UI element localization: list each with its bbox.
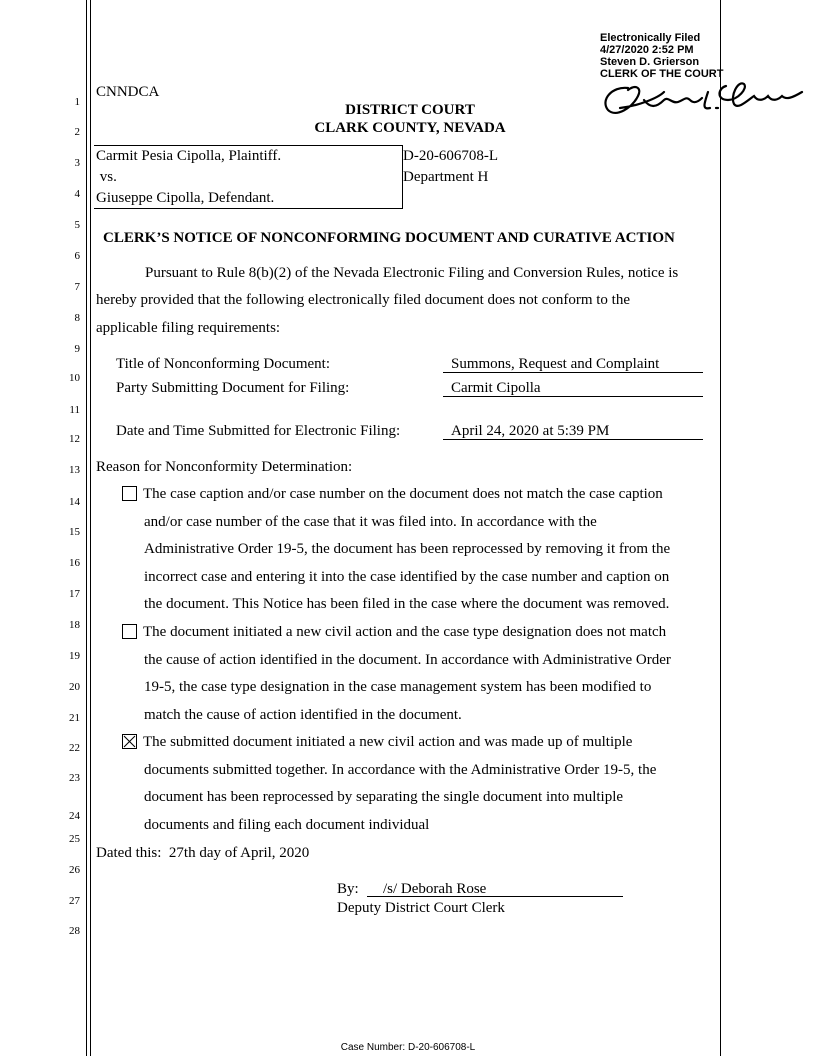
x-mark-icon — [123, 735, 136, 748]
line-number: 8 — [74, 312, 80, 324]
clerk-signature — [598, 78, 804, 120]
line-number: 26 — [69, 864, 80, 876]
county-name: CLARK COUNTY, NEVADA — [314, 120, 506, 136]
footer-case-number: Case Number: D-20-606708-L — [340, 1042, 476, 1053]
option-2-line-1: The document initiated a new civil action and the case type designation does not match — [143, 624, 667, 640]
line-number: 2 — [74, 126, 80, 138]
stamp-line-3: Steven D. Grierson — [600, 56, 700, 68]
stamp-line-4: CLERK OF THE COURT — [600, 68, 724, 80]
option-3-line-4: documents and filing each document individual — [144, 817, 430, 833]
plaintiff-name: Carmit Pesia Cipolla, Plaintiff. — [96, 148, 282, 164]
option-2-line-3: 19-5, the case type designation in the case management system has been modified to — [144, 679, 652, 695]
filing-stamp — [600, 32, 723, 80]
document-code: CNNDCA — [96, 84, 160, 100]
option-1-line-2: and/or case number of the case that it was filed into. In accordance with the — [144, 514, 597, 530]
line-number: 9 — [74, 343, 80, 355]
line-number: 27 — [69, 895, 80, 907]
left-margin-rule — [86, 0, 87, 1056]
left-margin-rule-inner — [90, 0, 91, 1056]
case-number: D-20-606708-L — [403, 148, 498, 164]
option-3-line-1: The submitted document initiated a new civil action and was made up of multiple — [143, 734, 633, 750]
line-number: 15 — [69, 526, 80, 538]
line-number: 10 — [69, 372, 80, 384]
stamp-line-2: 4/27/2020 2:52 PM — [600, 44, 694, 56]
title-of-document-label: Title of Nonconforming Document: — [116, 356, 331, 372]
party-submitting-value: Carmit Cipolla — [443, 379, 703, 397]
intro-line-1: Pursuant to Rule 8(b)(2) of the Nevada Electronic Filing and Conversion Rules, notice is — [145, 265, 679, 281]
option-1-line-1: The case caption and/or case number on the document does not match the case caption — [143, 486, 663, 502]
line-number: 12 — [69, 433, 80, 445]
party-submitting-label: Party Submitting Document for Filing: — [116, 380, 350, 396]
defendant-name: Giuseppe Cipolla, Defendant. — [96, 190, 275, 206]
line-number: 3 — [74, 157, 80, 169]
line-number: 24 — [69, 810, 80, 822]
line-number: 7 — [74, 281, 80, 293]
notice-title: CLERK’S NOTICE OF NONCONFORMING DOCUMENT AND CURATIVE ACTION — [103, 230, 675, 246]
option-1-line-3: Administrative Order 19-5, the document has been reprocessed by removing it from the — [144, 541, 671, 557]
intro-line-3: applicable filing requirements: — [96, 320, 281, 336]
line-number: 22 — [69, 742, 80, 754]
reason-heading: Reason for Nonconformity Determination: — [96, 459, 353, 475]
line-number: 20 — [69, 681, 80, 693]
option-2-line-2: the cause of action identified in the document. In accordance with Administrative Order — [144, 652, 671, 668]
department: Department H — [403, 169, 489, 185]
line-number: 4 — [74, 188, 80, 200]
signature-name: /s/ Deborah Rose — [367, 880, 623, 897]
versus-label: vs. — [96, 169, 117, 185]
by-label: By: — [337, 881, 359, 897]
option-3-line-3: document has been reprocessed by separating the single document into multiple — [144, 789, 624, 805]
intro-line-2: hereby provided that the following electronically filed document does not conform to the — [96, 292, 631, 308]
line-number: 13 — [69, 464, 80, 476]
line-number: 11 — [69, 404, 80, 416]
line-number: 25 — [69, 833, 80, 845]
checkbox-option-2 — [122, 624, 137, 639]
option-3-line-2: documents submitted together. In accordance with the Administrative Order 19-5, the — [144, 762, 657, 778]
line-number: 28 — [69, 925, 80, 937]
line-number: 17 — [69, 588, 80, 600]
right-margin-rule — [720, 0, 721, 1056]
option-2-line-4: match the cause of action identified in the document. — [144, 707, 462, 723]
line-number: 1 — [74, 96, 80, 108]
stamp-line-1: Electronically Filed — [600, 32, 701, 44]
line-number: 6 — [74, 250, 80, 262]
line-number: 21 — [69, 712, 80, 724]
line-number: 14 — [69, 496, 80, 508]
line-number: 5 — [74, 219, 80, 231]
dated-line: Dated this: 27th day of April, 2020 — [96, 845, 310, 861]
title-of-document-value: Summons, Request and Complaint — [443, 355, 703, 373]
line-number: 18 — [69, 619, 80, 631]
checkbox-option-1 — [122, 486, 137, 501]
option-1-line-5: the document. This Notice has been filed in the case where the document was removed. — [144, 596, 670, 612]
option-1-line-4: incorrect case and entering it into the case identified by the case number and caption on — [144, 569, 670, 585]
line-number: 23 — [69, 772, 80, 784]
date-submitted-label: Date and Time Submitted for Electronic Filing: — [116, 423, 401, 439]
court-name: DISTRICT COURT — [345, 102, 475, 118]
line-number: 19 — [69, 650, 80, 662]
line-number: 16 — [69, 557, 80, 569]
date-submitted-value: April 24, 2020 at 5:39 PM — [443, 422, 703, 440]
signature-title: Deputy District Court Clerk — [337, 900, 505, 916]
checkbox-option-3-checked — [122, 734, 137, 749]
